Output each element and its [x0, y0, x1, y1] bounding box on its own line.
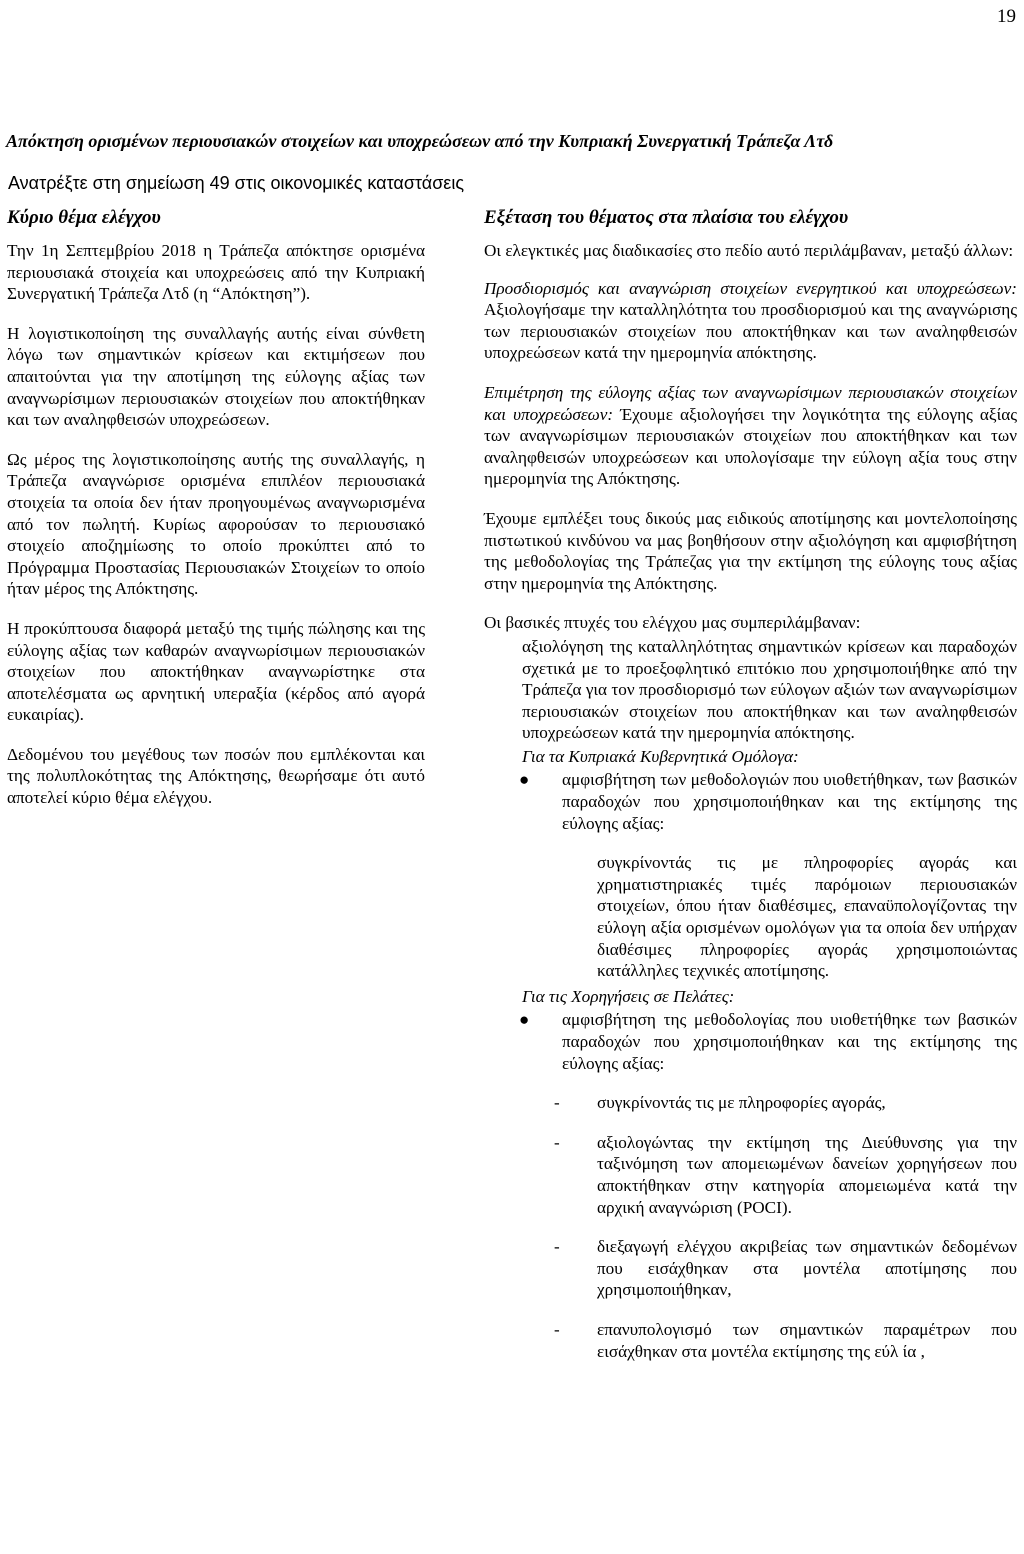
fair-value-paragraph [484, 382, 1017, 490]
bullet-text: αμφισβήτηση της μεθοδολογίας που υιοθετήθηκε των βασικών παραδοχών που χρησιμοποιήθηκαν και της εκτίμησης της εύλογης αξίας: [562, 1010, 1017, 1073]
detail-text: συγκρίνοντάς τις με πληροφορίες αγοράς και χρηματιστηριακές τιμές παρόμοιων περιουσιακών στοιχείων, όπου ήταν διαθέσιμες, επαναϋπολογίζοντας την εύλογη αξία ορισμένων ομολόγων για τα οποία δεν υπήρχαν διαθέσιμες πληροφορίες αγοράς χρησιμοποιώντας κατάλληλες τεχνικές αποτίμησης. [597, 853, 1017, 981]
list-item [554, 1132, 1017, 1218]
specialists-paragraph: Έχουμε εμπλέξει τους δικούς μας ειδικούς αποτίμησης και μοντελοποίησης πιστωτικού κινδύνου να μας βοηθήσουν στην αξιολόγηση και αμφισβήτηση της μεθοδολογίας της Τράπεζας για την εκτίμηση της εύλογης τους αξίας στην ημερομηνία της Απόκτησης. [484, 508, 1017, 593]
list-item [597, 852, 1017, 982]
right-column-heading: Εξέταση του θέματος στα πλαίσια του ελέγχου [484, 207, 849, 228]
left-paragraph: Η λογιστικοποίηση της συναλλαγής αυτής είναι σύνθετη λόγω των σημαντικών κρίσεων και εκτιμήσεων που απαιτούνται για την αποτίμηση της εύλογης αξίας των αναγνωρίσιμων περιουσιακών στοιχείων που αποκτήθηκαν και των αναληφθεισών υποχρεώσεων. [7, 323, 425, 430]
list-item [554, 1319, 1017, 1362]
page-number: 19 [997, 6, 1016, 27]
identification-label: Προσδιορισμός και αναγνώριση στοιχείων ενεργητικού και υποχρεώσεων: [484, 278, 1017, 298]
dash-text: αξιολογώντας την εκτίμηση της Διεύθυνσης για την ταξινόμηση των απομειωμένων δανείων χορηγήσεων που αποκτήθηκαν στην κατηγορία απομειωμένα κατά την αρχική αναγνώριση (POCI). [597, 1132, 1017, 1217]
left-paragraph: Την 1η Σεπτεμβρίου 2018 η Τράπεζα απόκτησε ορισμένα περιουσιακά στοιχεία και υποχρεώσεις από την Κυπριακή Συνεργατική Τράπεζα Λτδ (η “Απόκτηση”). [7, 241, 425, 304]
key-aspects-list [522, 636, 1017, 744]
key-audit-matter-column [7, 240, 425, 827]
list-item [519, 769, 1017, 834]
intro-paragraph: Οι ελεγκτικές μας διαδικασίες στο πεδίο αυτό περιλάμβαναν, μεταξύ άλλων: [484, 241, 1014, 260]
bullet-icon: ● [519, 770, 530, 790]
dash-text: επανυπολογισμό των σημαντικών παραμέτρων που εισάχθηκαν στα μοντέλα εκτίμησης της εύλ ία , [597, 1319, 1017, 1361]
left-paragraph: Η προκύπτουσα διαφορά μεταξύ της τιμής πώλησης και της εύλογης αξίας των καθαρών αναγνωρίσιμων περιουσιακών στοιχείων που αποκτήθηκαν αναγνωρίστηκε στα αποτελέσματα ως αρνητική υπεραξία (κέρδος από αγορά ευκαιρίας). [7, 618, 425, 725]
identification-paragraph [484, 278, 1017, 364]
customer-loans-heading: Για τις Χορηγήσεις σε Πελάτες: [522, 986, 735, 1006]
left-paragraph: Δεδομένου του μεγέθους των ποσών που εμπλέκονται και της πολυπλοκότητας της Απόκτησης, θεωρήσαμε ότι αυτό αποτελεί κύριο θέμα ελέγχου. [7, 744, 425, 808]
section-title: Απόκτηση ορισμένων περιουσιακών στοιχείων και υποχρεώσεων από την Κυπριακή Συνεργατική Τράπεζα Λτδ [6, 131, 834, 151]
section-reference: Ανατρέξτε στη σημείωση 49 στις οικονομικές καταστάσεις [8, 173, 465, 193]
dash-text: συγκρίνοντάς τις με πληροφορίες αγοράς, [597, 1093, 886, 1113]
key-aspects-paragraph: Οι βασικές πτυχές του ελέγχου μας συμπεριλάμβαναν: [484, 613, 861, 633]
audit-response-column [484, 240, 1017, 1380]
identification-text: Αξιολογήσαμε την καταλληλότητα του προσδιορισμού και της αναγνώρισης των περιουσιακών στοιχείων που αποκτήθηκαν και των αναληφθεισών υποχρεώσεων κατά την ημερομηνία απόκτησης. [484, 300, 1017, 363]
dash-icon: - [554, 1237, 560, 1257]
bullet-text: αμφισβήτηση των μεθοδολογιών που υιοθετήθηκαν, των βασικών παραδοχών που χρησιμοποιήθηκαν και της εκτίμησης της εύλογης αξίας: [562, 770, 1017, 833]
dash-icon: - [554, 1319, 560, 1339]
fair-value-label: Επιμέτρηση της εύλογης αξίας των αναγνωρίσιμων περιουσιακών στοιχείων και υποχρεώσεων: [484, 382, 1017, 424]
list-item [554, 1236, 1017, 1301]
left-column-heading: Κύριο θέμα ελέγχου [7, 207, 161, 228]
fair-value-text: Έχουμε αξιολογήσει την λογικότητα της εύλογης αξίας των αναγνωρίσιμων περιουσιακών στοιχείων που αποκτήθηκαν και των αναληφθεισών υποχρεώσεων και υπολογίσαμε την εύλογη αξία τους στην ημερομηνία της Απόκτησης. [484, 404, 1018, 489]
dash-icon: - [554, 1132, 560, 1152]
dash-icon: - [554, 1093, 560, 1113]
bullet-icon: ● [519, 1010, 530, 1030]
left-paragraph: Ως μέρος της λογιστικοποίησης αυτής της συναλλαγής, η Τράπεζα αναγνώρισε ορισμένα επιπλέον περιουσιακά στοιχεία τα οποία δεν ήταν προηγουμένως αναγνωρισμένα από τον πωλητή. Κυρίως αφορούσαν το περιουσιακό στοιχείο αποζημίωσης το οποίο προκύπτει από το Πρόγραμμα Προστασίας Περιουσιακών Στοιχείων το οποίο ήταν μέρος της Απόκτησης. [7, 449, 425, 599]
government-bonds-heading: Για τα Κυπριακά Κυβερνητικά Ομόλογα: [522, 746, 799, 766]
list-item: αξιολόγηση της καταλληλότητας σημαντικών κρίσεων και παραδοχών σχετικά με το προεξοφλητικό επιτόκιο που χρησιμοποιήθηκε από την Τράπεζα για τον προσδιορισμό των εύλογων αξιών των αναγνωρίσιμων περιουσιακών στοιχείων που αποκτήθηκαν και των αναληφθεισών υποχρεώσεων κατά την ημερομηνία απόκτησης. [522, 636, 1017, 743]
dash-text: διεξαγωγή ελέγχου ακριβείας των σημαντικών δεδομένων που εισάχθηκαν στα μοντέλα αποτίμησης που χρησιμοποιήθηκαν, [597, 1237, 1017, 1300]
list-item [554, 1092, 1017, 1114]
list-item [519, 1009, 1017, 1074]
